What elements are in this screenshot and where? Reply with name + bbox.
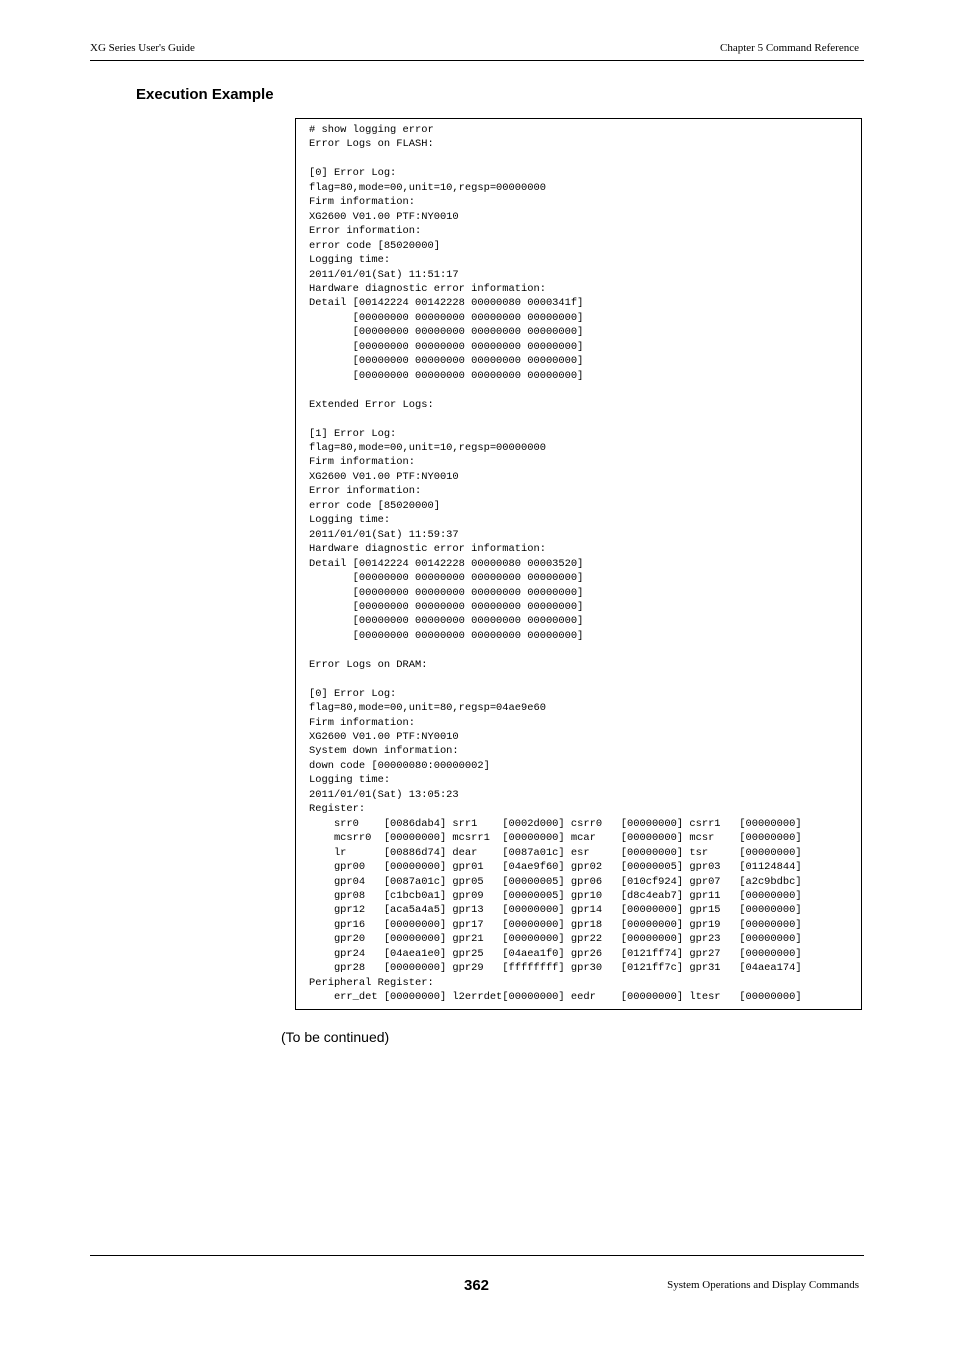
footer-divider <box>90 1255 864 1256</box>
code-line: 2011/01/01(Sat) 13:05:23 <box>309 788 459 801</box>
code-line: flag=80,mode=00,unit=10,regsp=00000000 <box>309 181 546 194</box>
code-line: Firm information: <box>309 716 416 729</box>
code-line: 2011/01/01(Sat) 11:59:37 <box>309 528 459 541</box>
code-line: Extended Error Logs: <box>309 398 434 411</box>
code-line: # show logging error <box>309 124 434 136</box>
code-line: [00000000 00000000 00000000 00000000] <box>309 629 584 642</box>
code-line: Register: <box>309 803 366 816</box>
code-line: XG2600 V01.00 PTF:NY0010 <box>309 470 459 483</box>
code-line: Error Logs on DRAM: <box>309 658 428 671</box>
header-chapter-title: Chapter 5 Command Reference <box>720 42 859 54</box>
code-line: gpr20 [00000000] gpr21 [00000000] gpr22 [00000000] gpr23 [00000000] <box>309 933 802 946</box>
code-line: Hardware diagnostic error information: <box>309 543 546 556</box>
code-line: 2011/01/01(Sat) 11:51:17 <box>309 268 459 281</box>
code-line: Logging time: <box>309 514 391 527</box>
code-line: gpr28 [00000000] gpr29 [ffffffff] gpr30 [0121ff7c] gpr31 [04aea174] <box>309 962 802 975</box>
code-line: flag=80,mode=00,unit=10,regsp=00000000 <box>309 441 546 454</box>
code-line: XG2600 V01.00 PTF:NY0010 <box>309 210 459 223</box>
header-guide-title: XG Series User's Guide <box>90 42 195 54</box>
code-line: [0] Error Log: <box>309 167 397 180</box>
code-line: Firm information: <box>309 456 416 469</box>
code-line: [00000000 00000000 00000000 00000000] <box>309 369 584 382</box>
continued-note: (To be continued) <box>281 1029 390 1045</box>
code-line: flag=80,mode=00,unit=80,regsp=04ae9e60 <box>309 702 546 715</box>
page-number: 362 <box>464 1277 490 1294</box>
code-line: [00000000 00000000 00000000 00000000] <box>309 355 584 368</box>
code-line: Error information: <box>309 485 422 498</box>
code-line: [00000000 00000000 00000000 00000000] <box>309 340 584 353</box>
code-line: err_det [00000000] l2errdet[00000000] eedr [00000000] ltesr [00000000] <box>309 991 802 1004</box>
code-line: mcsrr0 [00000000] mcsrr1 [00000000] mcar [00000000] mcsr [00000000] <box>309 832 802 845</box>
code-line: [00000000 00000000 00000000 00000000] <box>309 311 584 324</box>
code-line: [1] Error Log: <box>309 427 397 440</box>
code-line: gpr16 [00000000] gpr17 [00000000] gpr18 [00000000] gpr19 [00000000] <box>309 918 802 931</box>
code-line: gpr08 [c1bcb0a1] gpr09 [00000005] gpr10 [d8c4eab7] gpr11 [00000000] <box>309 890 802 903</box>
code-line: Error information: <box>309 225 422 238</box>
code-line: [00000000 00000000 00000000 00000000] <box>309 326 584 339</box>
code-example <box>309 123 802 1005</box>
footer-section-title: System Operations and Display Commands <box>667 1279 859 1291</box>
code-line: gpr00 [00000000] gpr01 [04ae9f60] gpr02 [00000005] gpr03 [01124844] <box>309 861 802 874</box>
code-line: Detail [00142224 00142228 00000080 0000341f] <box>309 297 584 310</box>
code-line: [0] Error Log: <box>309 687 397 700</box>
code-line: Error Logs on FLASH: <box>309 138 434 151</box>
code-line: [00000000 00000000 00000000 00000000] <box>309 600 584 613</box>
code-line: lr [00886d74] dear [0087a01c] esr [00000000] tsr [00000000] <box>309 846 802 859</box>
code-line: srr0 [0086dab4] srr1 [0002d000] csrr0 [00000000] csrr1 [00000000] <box>309 817 802 830</box>
code-line: Hardware diagnostic error information: <box>309 282 546 295</box>
code-line: error code [85020000] <box>309 239 440 252</box>
code-line: gpr04 [0087a01c] gpr05 [00000005] gpr06 [010cf924] gpr07 [a2c9bdbc] <box>309 875 802 888</box>
code-line: System down information: <box>309 745 459 758</box>
code-line: Firm information: <box>309 196 416 209</box>
code-line: Logging time: <box>309 774 391 787</box>
code-line: error code [85020000] <box>309 499 440 512</box>
header-divider <box>90 60 864 61</box>
code-line: gpr12 [aca5a4a5] gpr13 [00000000] gpr14 [00000000] gpr15 [00000000] <box>309 904 802 917</box>
code-line: Logging time: <box>309 254 391 267</box>
code-line: gpr24 [04aea1e0] gpr25 [04aea1f0] gpr26 [0121ff74] gpr27 [00000000] <box>309 947 802 960</box>
code-line: Peripheral Register: <box>309 976 434 989</box>
code-line: Detail [00142224 00142228 00000080 00003520] <box>309 557 584 570</box>
code-line: XG2600 V01.00 PTF:NY0010 <box>309 731 459 744</box>
code-line: [00000000 00000000 00000000 00000000] <box>309 586 584 599</box>
code-example-box <box>295 118 862 1010</box>
code-line: [00000000 00000000 00000000 00000000] <box>309 572 584 585</box>
code-line: down code [00000080:00000002] <box>309 759 490 772</box>
section-heading: Execution Example <box>136 86 274 103</box>
code-line: [00000000 00000000 00000000 00000000] <box>309 615 584 628</box>
